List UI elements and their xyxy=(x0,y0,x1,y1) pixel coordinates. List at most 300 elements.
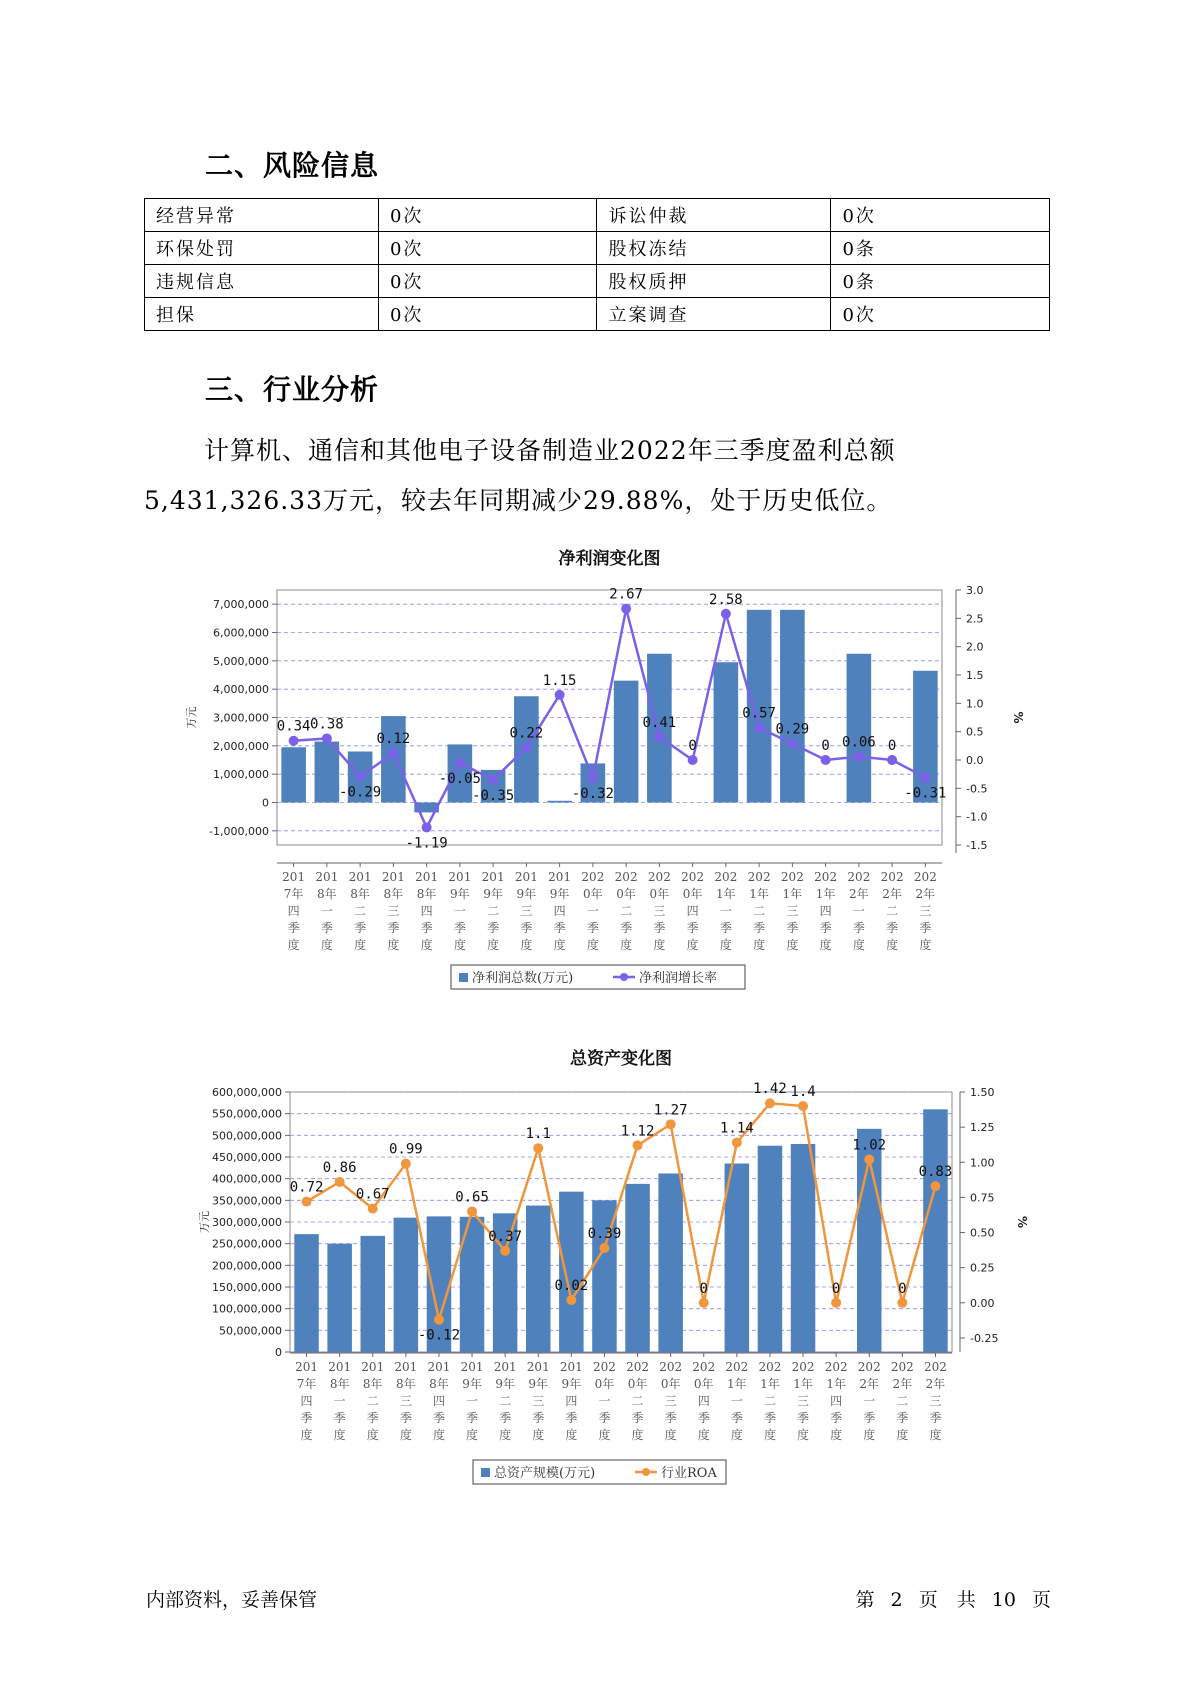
x-tick-label: 季 xyxy=(520,921,533,935)
y-tick-label: 0 xyxy=(275,1346,282,1359)
x-tick-label: 9年 xyxy=(561,1377,582,1391)
data-label: -1.19 xyxy=(405,835,448,852)
x-tick-label: 季 xyxy=(598,1411,611,1425)
y2-tick-label: 2.5 xyxy=(966,612,984,626)
line-point xyxy=(920,773,930,783)
page-prefix: 第 xyxy=(855,1589,875,1611)
net-profit-chart-svg xyxy=(0,540,1191,1000)
bar xyxy=(281,747,306,802)
x-tick-label: 201 xyxy=(394,1360,418,1374)
y-tick-label: 4,000,000 xyxy=(213,683,269,697)
x-tick-label: 度 xyxy=(830,1428,843,1442)
paragraph-line-1: 计算机、通信和其他电子设备制造业2022年三季度盈利总额 xyxy=(204,436,896,465)
x-tick-label: 季 xyxy=(453,921,466,935)
data-label: -0.32 xyxy=(571,786,614,803)
data-label: 0.29 xyxy=(775,721,810,738)
x-tick-label: 度 xyxy=(852,938,865,952)
risk-table xyxy=(144,198,1050,331)
y2-tick-label: 0.25 xyxy=(970,1261,995,1275)
x-tick-label: 0年 xyxy=(682,887,703,901)
bar xyxy=(547,801,572,803)
x-tick-label: 四 xyxy=(819,904,832,918)
legend-bar-label: 净利润总数(万元) xyxy=(472,971,574,986)
x-tick-label: 季 xyxy=(686,921,699,935)
x-tick-label: 季 xyxy=(753,921,766,935)
data-label: 0.34 xyxy=(276,718,311,735)
line-point xyxy=(322,733,332,743)
section-title-risk: 二、风险信息 xyxy=(205,149,380,182)
x-tick-label: 度 xyxy=(686,938,699,952)
data-label: 1.02 xyxy=(852,1137,887,1154)
x-tick-label: 201 xyxy=(481,870,505,884)
x-tick-label: 度 xyxy=(320,938,333,952)
x-tick-label: 201 xyxy=(493,1360,517,1374)
line-point xyxy=(699,1298,709,1308)
x-tick-label: 季 xyxy=(432,1411,445,1425)
x-tick-label: 202 xyxy=(647,870,671,884)
x-tick-label: 四 xyxy=(565,1394,578,1408)
x-tick-label: 1年 xyxy=(815,887,836,901)
y-tick-label: -1,000,000 xyxy=(209,824,269,838)
x-tick-label: 202 xyxy=(592,1360,616,1374)
x-tick-label: 2年 xyxy=(849,887,869,901)
x-tick-label: 季 xyxy=(886,921,899,935)
y2-tick-label: -0.5 xyxy=(966,782,988,796)
x-tick-label: 一 xyxy=(466,1394,479,1408)
x-tick-label: 季 xyxy=(719,921,732,935)
x-tick-label: 季 xyxy=(929,1411,942,1425)
line-point xyxy=(422,822,432,832)
y-tick-label: 250,000,000 xyxy=(212,1237,282,1251)
line-point xyxy=(533,1143,543,1153)
line-point xyxy=(864,1154,874,1164)
x-tick-label: 度 xyxy=(819,938,832,952)
line-point xyxy=(555,690,565,700)
data-label: 0.37 xyxy=(488,1228,523,1245)
x-tick-label: 202 xyxy=(857,1360,881,1374)
page-current: 2 xyxy=(890,1589,903,1611)
line-point xyxy=(467,1206,477,1216)
x-tick-label: 9年 xyxy=(462,1377,482,1391)
x-tick-label: 9年 xyxy=(483,887,503,901)
line-point xyxy=(654,732,664,742)
x-tick-label: 一 xyxy=(852,904,865,918)
data-label: 1.1 xyxy=(525,1126,551,1143)
x-tick-label: 202 xyxy=(758,1360,782,1374)
y-axis-label: 万元 xyxy=(185,706,198,729)
x-tick-label: 201 xyxy=(381,870,405,884)
x-tick-label: 二 xyxy=(620,904,633,918)
x-tick-label: 季 xyxy=(366,1411,379,1425)
x-tick-label: 季 xyxy=(565,1411,578,1425)
y-tick-label: 1,000,000 xyxy=(213,768,269,782)
x-tick-label: 季 xyxy=(420,921,433,935)
y2-tick-label: 1.00 xyxy=(970,1156,995,1170)
x-tick-label: 度 xyxy=(354,938,367,952)
x-tick-label: 季 xyxy=(387,921,400,935)
x-tick-label: 度 xyxy=(620,938,633,952)
x-tick-label: 三 xyxy=(399,1394,412,1408)
x-tick-label: 0年 xyxy=(660,1377,681,1391)
y-tick-label: 0 xyxy=(262,796,269,810)
x-tick-label: 202 xyxy=(581,870,605,884)
x-tick-label: 二 xyxy=(499,1394,512,1408)
x-tick-label: 三 xyxy=(919,904,932,918)
risk-table-row xyxy=(145,232,1050,265)
x-tick-label: 度 xyxy=(929,1428,942,1442)
risk-value: 0次 xyxy=(378,232,597,265)
y2-axis-label: % xyxy=(1011,711,1025,724)
line-point xyxy=(666,1119,676,1129)
x-tick-label: 7年 xyxy=(296,1377,317,1391)
x-tick-label: 二 xyxy=(487,904,500,918)
x-tick-label: 二 xyxy=(753,904,766,918)
line-point xyxy=(765,1098,775,1108)
x-tick-label: 度 xyxy=(565,1428,578,1442)
x-tick-label: 度 xyxy=(399,1428,412,1442)
x-tick-label: 三 xyxy=(929,1394,942,1408)
x-tick-label: 季 xyxy=(697,1411,710,1425)
y-tick-label: 300,000,000 xyxy=(212,1216,282,1229)
x-tick-label: 度 xyxy=(553,938,566,952)
x-tick-label: 1年 xyxy=(782,887,803,901)
x-tick-label: 度 xyxy=(886,938,899,952)
x-tick-label: 季 xyxy=(586,921,599,935)
x-tick-label: 三 xyxy=(797,1394,810,1408)
risk-table-row xyxy=(145,265,1050,298)
x-tick-label: 1年 xyxy=(826,1377,846,1391)
x-tick-label: 8年 xyxy=(350,887,370,901)
x-tick-label: 202 xyxy=(913,870,937,884)
x-tick-label: 季 xyxy=(919,921,932,935)
legend-bar-swatch xyxy=(481,1468,490,1477)
line-point xyxy=(688,755,698,765)
y-tick-label: 150,000,000 xyxy=(212,1281,282,1294)
x-tick-label: 季 xyxy=(730,1411,743,1425)
x-tick-label: 季 xyxy=(532,1411,545,1425)
x-tick-label: 8年 xyxy=(329,1377,350,1391)
x-tick-label: 202 xyxy=(681,870,705,884)
x-tick-label: 季 xyxy=(620,921,633,935)
risk-value: 0条 xyxy=(831,265,1050,298)
x-tick-label: 8年 xyxy=(383,887,404,901)
x-tick-label: 度 xyxy=(786,938,799,952)
line-point xyxy=(621,604,631,614)
line-point xyxy=(930,1181,940,1191)
data-label: 1.15 xyxy=(542,672,577,689)
x-tick-label: 季 xyxy=(333,1411,346,1425)
y-tick-label: 7,000,000 xyxy=(213,598,269,612)
x-tick-label: 二 xyxy=(631,1394,644,1408)
x-tick-label: 1年 xyxy=(760,1377,780,1391)
y2-axis-label: % xyxy=(1015,1215,1029,1229)
x-tick-label: 度 xyxy=(763,1428,776,1442)
bar xyxy=(658,1173,682,1352)
y-tick-label: 450,000,000 xyxy=(212,1151,282,1164)
bar xyxy=(913,671,938,803)
data-label: 0 xyxy=(699,1280,708,1297)
x-tick-label: 季 xyxy=(320,921,333,935)
x-tick-label: 201 xyxy=(526,1360,550,1374)
y2-tick-label: 0.75 xyxy=(970,1191,995,1205)
x-tick-label: 8年 xyxy=(429,1377,449,1391)
x-tick-label: 一 xyxy=(320,904,333,918)
risk-value: 0次 xyxy=(831,199,1050,232)
y-tick-label: 500,000,000 xyxy=(212,1129,282,1143)
x-tick-label: 三 xyxy=(520,904,533,918)
data-label: 0.39 xyxy=(587,1226,622,1242)
data-label: 0.65 xyxy=(455,1189,489,1206)
risk-table-row xyxy=(145,199,1050,232)
line-point xyxy=(721,609,731,619)
risk-value: 0条 xyxy=(831,232,1050,265)
line-point xyxy=(831,1298,841,1308)
line-point xyxy=(500,1246,510,1256)
bar xyxy=(847,654,872,803)
y-tick-label: 2,000,000 xyxy=(213,739,269,753)
y-axis-label: 万元 xyxy=(198,1211,211,1233)
x-tick-label: 一 xyxy=(598,1394,611,1408)
x-tick-label: 度 xyxy=(730,1428,743,1442)
y2-tick-label: -1.5 xyxy=(966,839,988,852)
x-tick-label: 四 xyxy=(287,904,300,918)
data-label: -0.31 xyxy=(904,785,947,802)
x-tick-label: 201 xyxy=(328,1360,352,1374)
x-tick-label: 0年 xyxy=(594,1377,615,1391)
x-tick-label: 四 xyxy=(697,1394,710,1408)
x-tick-label: 度 xyxy=(366,1428,379,1442)
data-label: 0 xyxy=(821,738,830,754)
line-point xyxy=(388,748,398,758)
x-tick-label: 季 xyxy=(553,921,566,935)
x-tick-label: 201 xyxy=(415,870,439,884)
legend-line-label: 净利润增长率 xyxy=(639,971,718,986)
line-point xyxy=(566,1295,576,1305)
x-tick-label: 202 xyxy=(725,1360,749,1374)
data-label: 1.14 xyxy=(719,1120,754,1137)
y-tick-label: 550,000,000 xyxy=(212,1107,282,1121)
x-tick-label: 度 xyxy=(653,938,666,952)
data-label: 0.22 xyxy=(509,725,544,742)
line-point xyxy=(434,1315,444,1325)
x-tick-label: 202 xyxy=(659,1360,683,1374)
x-tick-label: 201 xyxy=(282,870,306,884)
line-point xyxy=(887,755,897,765)
y-tick-label: 6,000,000 xyxy=(213,626,269,640)
bar xyxy=(758,1146,782,1352)
x-tick-label: 1年 xyxy=(793,1377,813,1391)
x-tick-label: 二 xyxy=(763,1394,776,1408)
page-suffix: 页 xyxy=(1031,1589,1051,1611)
x-tick-label: 季 xyxy=(863,1411,876,1425)
x-tick-label: 201 xyxy=(295,1360,319,1374)
x-tick-label: 202 xyxy=(890,1360,914,1374)
x-tick-label: 201 xyxy=(315,870,339,884)
x-tick-label: 2年 xyxy=(882,887,902,901)
y-tick-label: 350,000,000 xyxy=(212,1194,282,1208)
x-tick-label: 201 xyxy=(559,1360,583,1374)
x-tick-label: 0年 xyxy=(583,887,603,901)
x-tick-label: 8年 xyxy=(362,1377,383,1391)
data-label: 0.67 xyxy=(355,1186,390,1203)
x-tick-label: 202 xyxy=(880,870,904,884)
data-label: 0.83 xyxy=(918,1164,953,1181)
x-tick-label: 季 xyxy=(399,1411,412,1425)
bar xyxy=(361,1236,385,1352)
risk-label: 担保 xyxy=(145,298,379,331)
x-tick-label: 202 xyxy=(824,1360,848,1374)
x-tick-label: 2年 xyxy=(915,887,936,901)
data-label: 2.58 xyxy=(709,591,743,608)
x-tick-label: 202 xyxy=(714,870,738,884)
x-tick-label: 季 xyxy=(300,1411,313,1425)
risk-label: 股权质押 xyxy=(597,265,831,298)
y-tick-label: 400,000,000 xyxy=(212,1172,282,1186)
line-point xyxy=(599,1243,609,1253)
x-tick-label: 二 xyxy=(896,1394,909,1408)
risk-label: 立案调查 xyxy=(597,298,831,331)
x-tick-label: 度 xyxy=(333,1428,346,1442)
x-tick-label: 季 xyxy=(631,1411,644,1425)
x-tick-label: 季 xyxy=(466,1411,479,1425)
x-tick-label: 四 xyxy=(553,904,566,918)
x-tick-label: 201 xyxy=(361,1360,385,1374)
chart-title: 净利润变化图 xyxy=(558,549,661,569)
x-tick-label: 1年 xyxy=(716,887,736,901)
data-label: 0.06 xyxy=(842,734,876,751)
x-tick-label: 度 xyxy=(631,1428,644,1442)
x-tick-label: 度 xyxy=(697,1428,710,1442)
bar xyxy=(294,1234,318,1352)
bar xyxy=(559,1192,583,1352)
chart-title: 总资产变化图 xyxy=(570,1049,672,1069)
net-profit-chart xyxy=(0,540,1191,1000)
x-tick-label: 三 xyxy=(653,904,666,918)
x-tick-label: 202 xyxy=(614,870,638,884)
data-label: 1.27 xyxy=(653,1102,688,1119)
section-title-industry: 三、行业分析 xyxy=(205,373,380,406)
y-tick-label: 100,000,000 xyxy=(212,1302,282,1316)
line-point xyxy=(302,1197,312,1207)
footer-confidential: 内部资料，妥善保管 xyxy=(146,1589,318,1611)
x-tick-label: 0年 xyxy=(693,1377,714,1391)
y2-tick-label: 0.5 xyxy=(966,725,984,739)
x-tick-label: 季 xyxy=(653,921,666,935)
bar xyxy=(625,1184,649,1352)
x-tick-label: 一 xyxy=(333,1394,346,1408)
x-tick-label: 1年 xyxy=(749,887,769,901)
data-label: 0.72 xyxy=(289,1179,324,1196)
x-tick-label: 三 xyxy=(786,904,799,918)
risk-label: 股权冻结 xyxy=(597,232,831,265)
risk-label: 诉讼仲裁 xyxy=(597,199,831,232)
total-assets-chart xyxy=(0,1040,1191,1510)
x-tick-label: 度 xyxy=(420,938,433,952)
data-label: -0.35 xyxy=(472,787,515,804)
bar xyxy=(394,1218,418,1352)
x-tick-label: 0年 xyxy=(627,1377,648,1391)
x-tick-label: 201 xyxy=(514,870,538,884)
footer-page-number xyxy=(855,1585,1051,1612)
x-tick-label: 201 xyxy=(460,1360,484,1374)
y-tick-label: 3,000,000 xyxy=(213,711,269,725)
y2-tick-label: 0.50 xyxy=(970,1226,995,1240)
x-tick-label: 202 xyxy=(626,1360,650,1374)
line-point xyxy=(368,1204,378,1214)
x-tick-label: 一 xyxy=(586,904,599,918)
data-label: 2.67 xyxy=(609,586,643,603)
x-tick-label: 201 xyxy=(448,870,472,884)
x-tick-label: 7年 xyxy=(283,887,304,901)
x-tick-label: 四 xyxy=(432,1394,445,1408)
x-tick-label: 202 xyxy=(780,870,804,884)
data-label: -0.12 xyxy=(417,1327,461,1344)
line-point xyxy=(798,1101,808,1111)
x-tick-label: 季 xyxy=(287,921,300,935)
risk-value: 0次 xyxy=(378,265,597,298)
y2-tick-label: -0.25 xyxy=(970,1331,999,1345)
data-label: -0.05 xyxy=(438,770,481,787)
x-tick-label: 度 xyxy=(753,938,766,952)
data-label: 0 xyxy=(898,1280,907,1297)
line-point xyxy=(401,1159,411,1169)
x-tick-label: 202 xyxy=(747,870,771,884)
data-label: 1.12 xyxy=(620,1123,655,1140)
x-tick-label: 度 xyxy=(896,1428,909,1442)
x-tick-label: 季 xyxy=(763,1411,776,1425)
line-point xyxy=(455,758,465,768)
x-tick-label: 季 xyxy=(797,1411,810,1425)
line-point xyxy=(897,1298,907,1308)
x-tick-label: 201 xyxy=(548,870,572,884)
bar xyxy=(327,1244,351,1352)
bar xyxy=(526,1206,550,1352)
line-point xyxy=(754,723,764,733)
risk-table-row xyxy=(145,298,1050,331)
x-tick-label: 二 xyxy=(886,904,899,918)
line-point xyxy=(488,775,498,785)
x-tick-label: 度 xyxy=(532,1428,545,1442)
x-tick-label: 度 xyxy=(453,938,466,952)
bar xyxy=(315,742,340,803)
x-tick-label: 季 xyxy=(819,921,832,935)
x-tick-label: 季 xyxy=(354,921,367,935)
x-tick-label: 度 xyxy=(919,938,932,952)
x-tick-label: 8年 xyxy=(416,887,437,901)
x-tick-label: 0年 xyxy=(649,887,670,901)
x-tick-label: 度 xyxy=(387,938,400,952)
x-tick-label: 季 xyxy=(786,921,799,935)
x-tick-label: 9年 xyxy=(495,1377,515,1391)
x-tick-label: 9年 xyxy=(528,1377,549,1391)
x-tick-label: 季 xyxy=(499,1411,512,1425)
x-tick-label: 0年 xyxy=(616,887,636,901)
x-tick-label: 度 xyxy=(466,1428,479,1442)
legend-line-marker xyxy=(620,973,628,981)
x-tick-label: 2年 xyxy=(892,1377,913,1391)
y2-tick-label: 2.0 xyxy=(966,640,984,654)
legend-line-label: 行业ROA xyxy=(661,1466,717,1481)
x-tick-label: 度 xyxy=(863,1428,876,1442)
industry-paragraph xyxy=(144,426,1050,526)
y2-tick-label: 3.0 xyxy=(966,584,984,597)
y2-tick-label: 1.50 xyxy=(970,1086,995,1099)
x-tick-label: 一 xyxy=(863,1394,876,1408)
x-tick-label: 度 xyxy=(586,938,599,952)
page-mid: 页 共 xyxy=(918,1589,976,1611)
bar xyxy=(714,662,739,802)
y2-tick-label: 0.0 xyxy=(966,754,984,767)
